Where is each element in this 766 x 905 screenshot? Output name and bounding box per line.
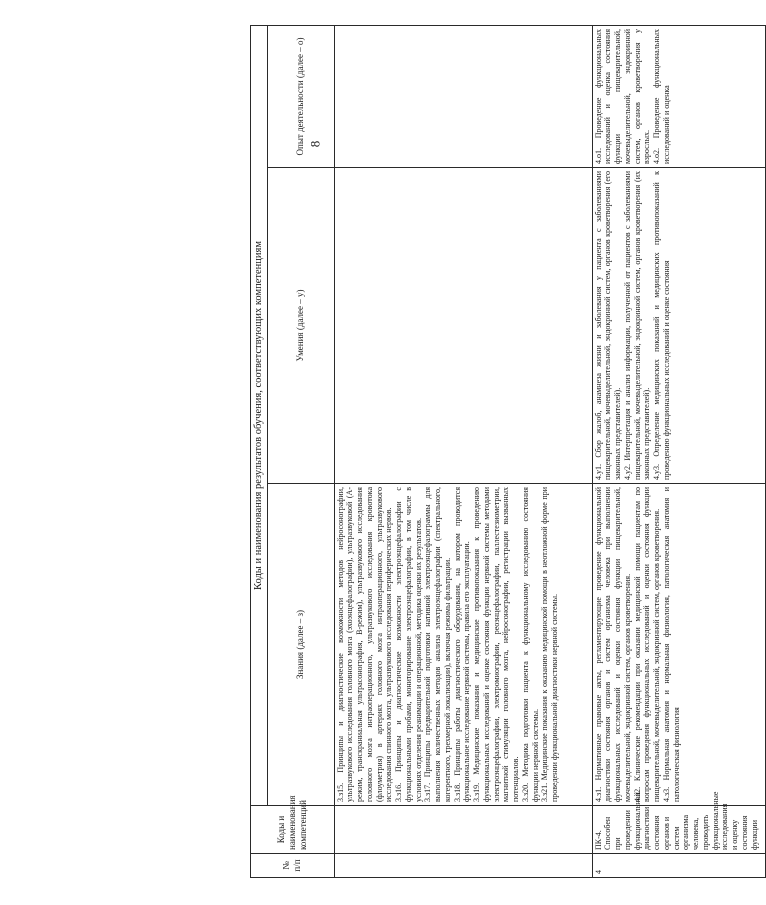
knowledge-item: 3.з16. Принципы и диагностические возможности электроэнцефалографии с функциональными пробами, мониторирование электроэнцефалографии, в том числе в условиях отделения реанимации и операционной, методика оценки их результатов. — [394, 487, 423, 802]
header-knowledge: Знания (далее – з) — [268, 484, 335, 806]
header-experience: Опыт деятельности (далее – о) — [268, 25, 335, 167]
header-num: № п/п — [251, 854, 335, 878]
header-skills: Умения (далее – у) — [268, 168, 335, 484]
knowledge-item: 4.з2. Клинические рекомендации при оказании медицинской помощи пациентам по вопросам проведения функциональных исследований и оценки состояния функции пищеварительной, мочевыделительной, эндокринной систем, органов кроветворения. — [632, 487, 662, 802]
header-group: Коды и наименования результатов обучения, соответствующих компетенциям — [251, 25, 268, 805]
rotated-table-sheet — [250, 26, 766, 878]
knowledge-item: 4.з1. Нормативные правовые акты, регламентирующие проведение функциональной диагностики состояния органов и систем организма человека при выполнении функциональных исследований и оценки состояния функции пищеварительной, мочевыделительной, эндокринной систем, органов кроветворения. — [593, 487, 632, 802]
skill-item: 4.у3. Определение медицинских показаний и медицинских противопоказаний к проведению функциональных исследований и оценке состояния — [652, 171, 671, 480]
knowledge-item: 3.з17. Принципы предварительной подготовки нативной электроэнцефалограммы для выполнения количественных методов анализа электроэнцефалографии (спектрального, когерентного, трехмерной локализации), включая режимы фильтрации. — [423, 487, 452, 802]
skills-cell — [334, 168, 592, 484]
row-number — [334, 854, 592, 878]
knowledge-item: 3.з19. Медицинские показания и медицинские противопоказания к проведению функциональных исследований и оценке состояния функции нервной системы методами электроэнцефалографии, электромиографии, реоэнцефалографии, паллестезиометрии, магнитной стимуляции головного мозга, нейросонографии, регистрации вызванных потенциалов. — [472, 487, 521, 802]
competency-table — [250, 25, 766, 878]
experience-cell — [334, 25, 592, 167]
knowledge-item: 3.з15. Принципы и диагностические возможности методов нейросонографии, ультразвукового исследования головного мозга (эхоэнцефалографии), ультразвуковой (А-режим, транскраниальная ультрасонография, В-режим), ультразвукового исследования головного мозга интраоперационного, ультразвукового исследования кровотока (флоуметрия) в артериях головного мозга интраоперационного, ультразвукового исследования спинного мозга, ультразвукового исследования периферических нервов. — [335, 487, 394, 802]
knowledge-item: 3.з18. Принципы работы диагностического оборудования, на котором проводится функциональное исследование нервной системы, правила его эксплуатации. — [452, 487, 472, 802]
experience-item: 4.о2. Проведение функциональных исследований и оценка — [652, 28, 671, 164]
competency-code — [334, 806, 592, 854]
skill-item: 4.у2. Интерпретация и анализ информации, полученной от пациентов с заболеваниями пищеварительной, мочевыделительной, эндокринной систем, органов кроветворения (их законных представителей). — [622, 171, 652, 480]
knowledge-cell — [334, 484, 592, 806]
experience-item: 4.о1. Проведение функциональных исследований и оценка состояния функции пищеварительной, мочевыделительной, эндокринной систем, органов кроветворения у взрослых. — [593, 28, 652, 164]
knowledge-item: 4.з3. Нормальная анатомия и нормальная физиология, патологическая анатомия и патологическая физиология — [661, 487, 681, 802]
table-row — [592, 25, 765, 877]
table-row — [334, 25, 592, 877]
header-code: Коды и наименования компетенций — [251, 806, 335, 854]
row-number: 4 — [592, 854, 765, 878]
skill-item: 4.у1. Сбор жалоб, анамнеза жизни и заболевания у пациента с заболеваниями пищеварительной, мочевыделительной, эндокринной систем, органов кроветворения (его законных представителей). — [593, 171, 623, 480]
competency-code: ПК-4. Способен при проведении функциональной диагностики состояния органов и систем организма человека, проводить функциональные исследования и оценку состояния функции — [592, 806, 765, 854]
knowledge-cell — [592, 484, 765, 806]
page-number: 8 — [307, 140, 323, 148]
skills-cell — [592, 168, 765, 484]
knowledge-item: 3.з21. Медицинские показания к оказанию медицинской помощи в неотложной форме при проведении функциональной диагностики нервной системы. — [540, 487, 560, 802]
knowledge-item: 3.з20. Методика подготовки пациента к функциональному исследованию состояния функции нервной системы. — [520, 487, 540, 802]
experience-cell — [592, 25, 765, 167]
